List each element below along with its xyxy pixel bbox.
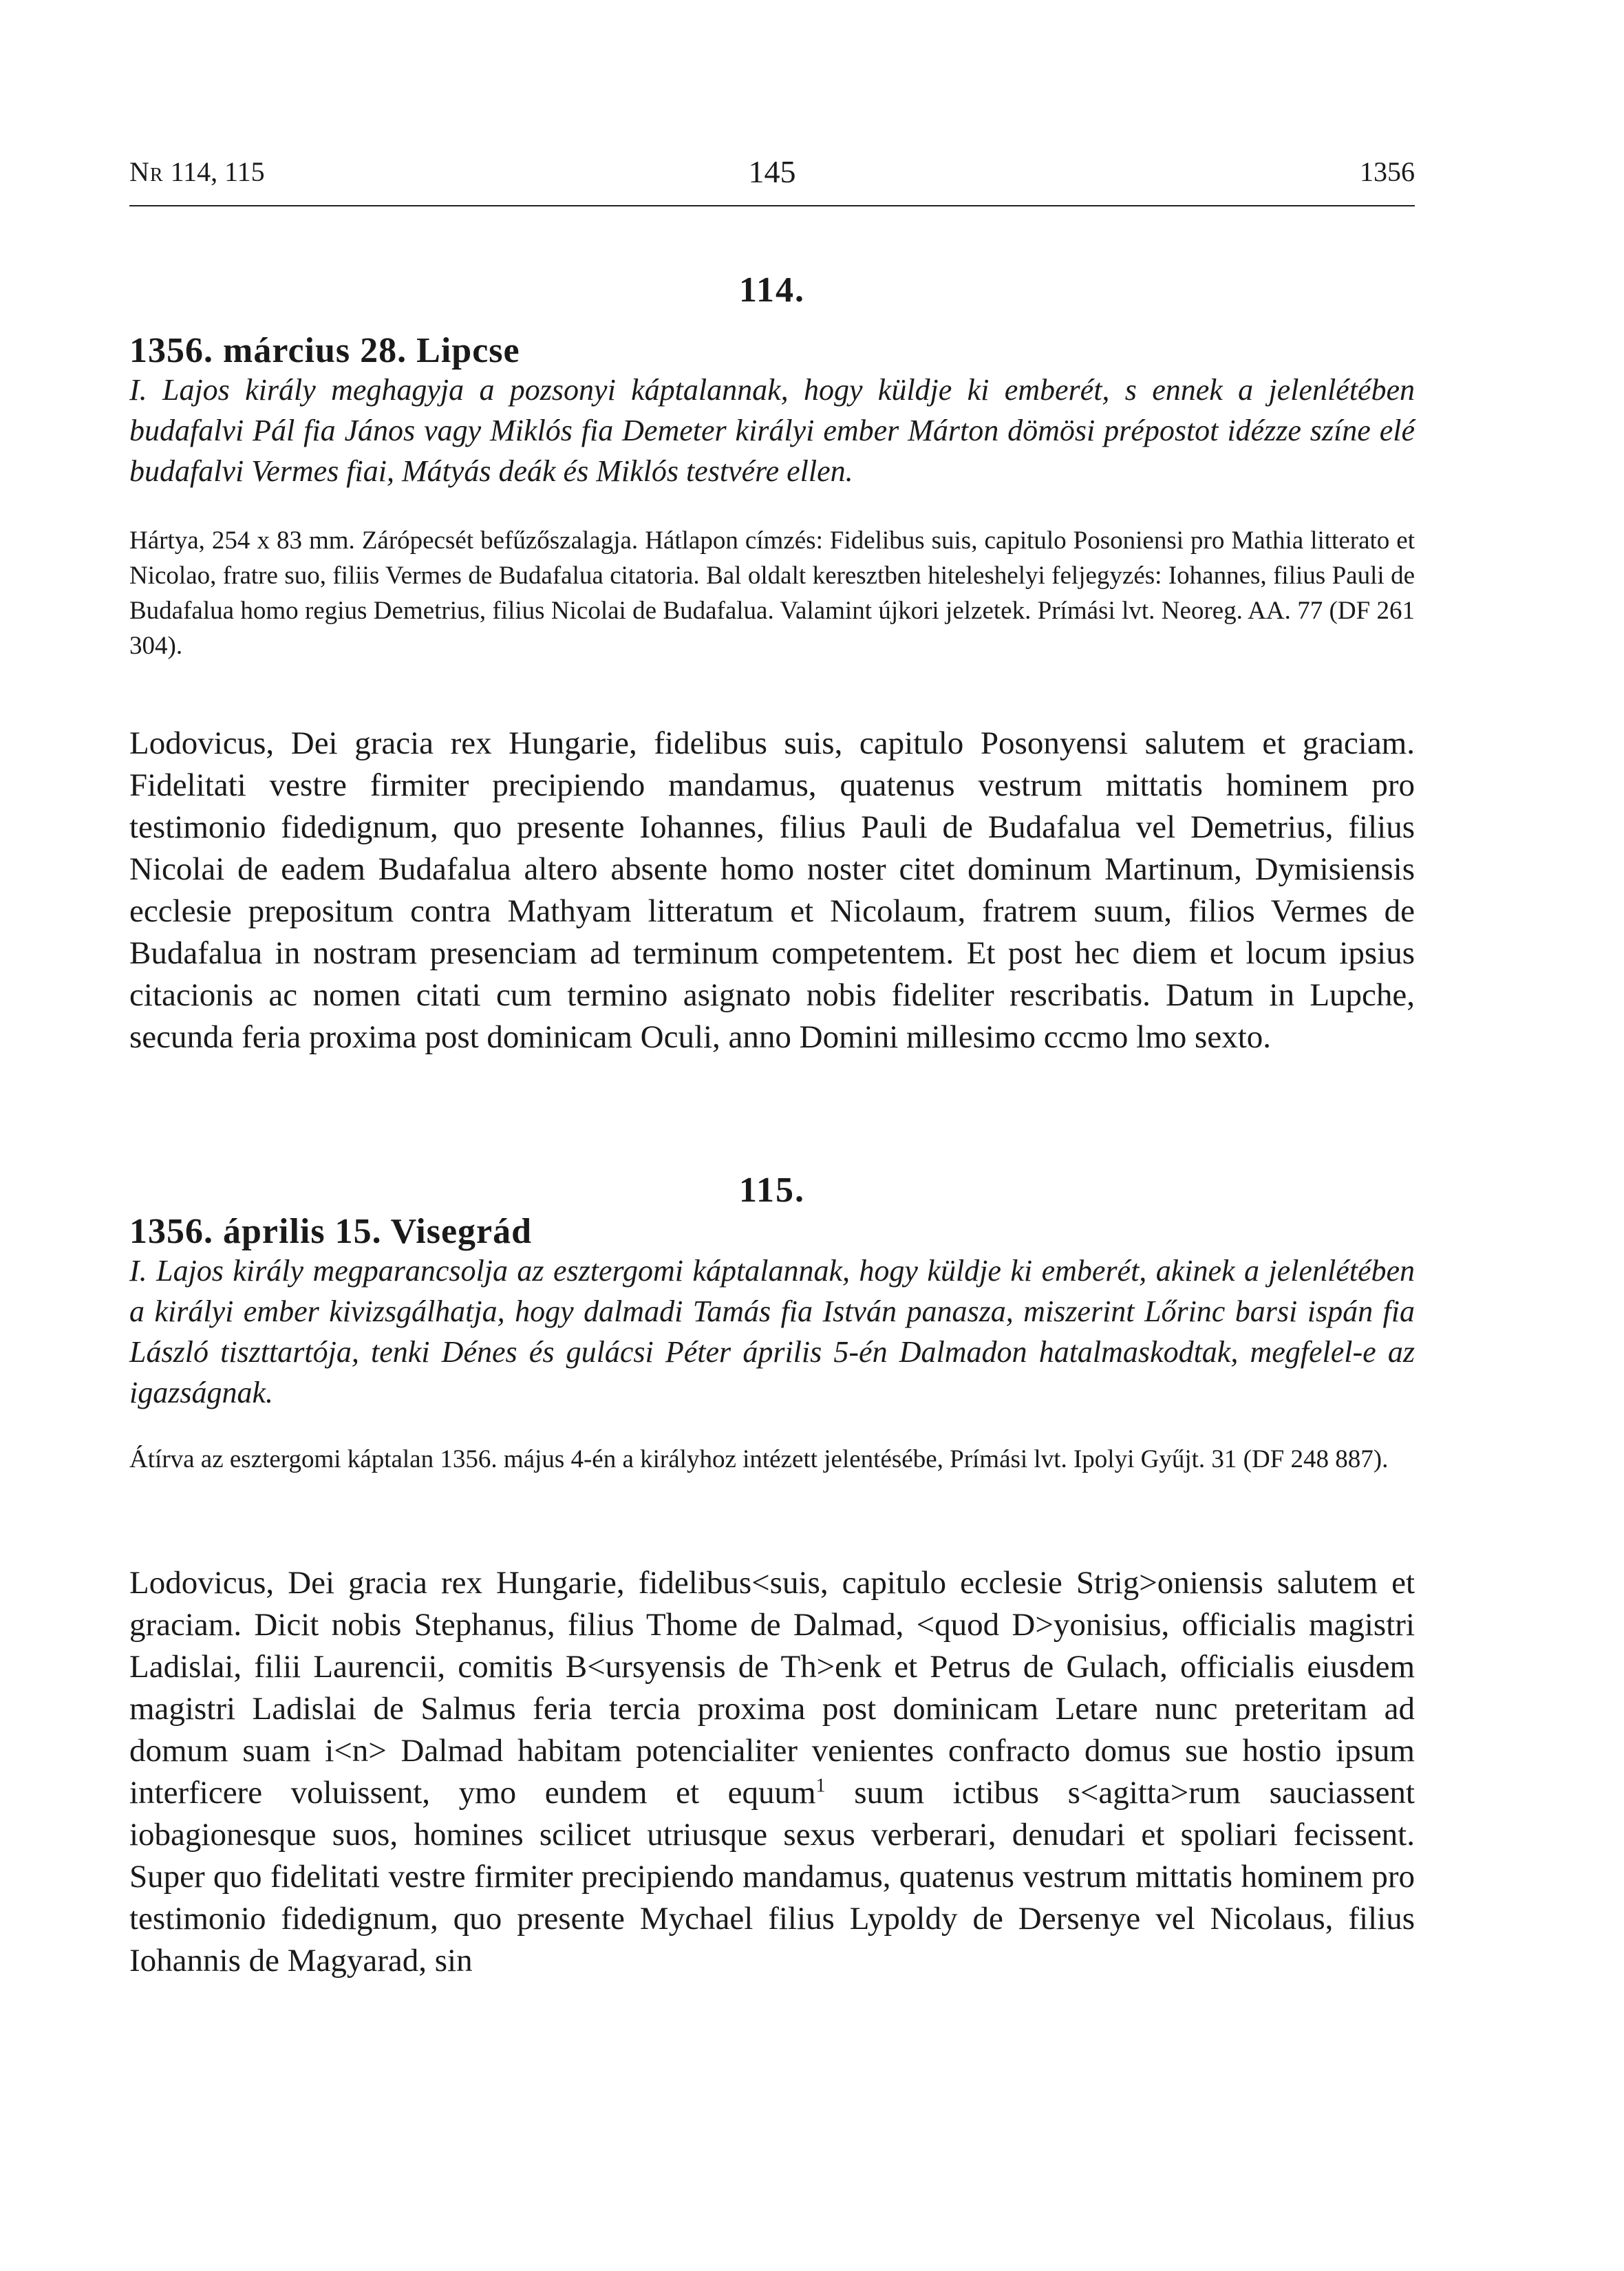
running-header [129, 150, 1415, 194]
latin-text-part: suum ictibus s<agitta>rum sauciassent iobagionesque suos, homines scilicet utriusque sexus verberari, denudari et spoliari fecissent. Super quo fidelitati vestre firmiter precipiendo mandamus, quatenus vestrum mittatis hominem pro testimonio fidedignum, quo presente Mychael filius Lypoldy de Dersenye vel Nicolaus, filius Iohannis de Magyarad, sin [129, 1775, 1415, 1979]
entry-date-place: 1356. április 15. Visegrád [129, 1212, 533, 1251]
header-nr-label: Nr [129, 156, 164, 187]
page-number: 145 [748, 154, 796, 189]
header-year: 1356 [1360, 156, 1415, 187]
entry-latin-text [129, 1562, 1415, 1982]
entry-number: 114. [738, 270, 806, 310]
footnote-marker: 1 [815, 1775, 826, 1797]
entry-number: 115. [738, 1171, 806, 1210]
entry-description: Átírva az esztergomi káptalan 1356. május 4-én a királyhoz intézett jelentésébe, Prímási lvt. Ipolyi Gyűjt. 31 (DF 248 887). [129, 1445, 1389, 1473]
page [129, 0, 1415, 2271]
header-rule [129, 205, 1415, 206]
entry-date-place: 1356. március 28. Lipcse [129, 331, 520, 370]
entry-latin-text: Lodovicus, Dei gracia rex Hungarie, fidelibus suis, capitulo Posonyensi salutem et graciam. Fidelitati vestre firmiter precipiendo mandamus, quatenus vestrum mittatis hominem pro testimonio fidedignum, quo presente Iohannes, filius Pauli de Budafalua vel Demetrius, filius Nicolai de eadem Budafalua altero absente homo noster citet dominum Martinum, Dymisiensis ecclesie prepositum contra Mathyam litteratum et Nicolaum, fratrem suum, filios Vermes de Budafalua in nostram presenciam ad terminum competentem. Et post hec diem et locum ipsius citacionis ac nomen citati cum termino asignato nobis fideliter rescribatis. Datum in Lupche, secunda feria proxima post dominicam Oculi, anno Domini millesimo cccmo lmo sexto. [129, 725, 1415, 1055]
latin-text-part: Lodovicus, Dei gracia rex Hungarie, fidelibus<suis, capitulo ecclesie Strig>oniensis salutem et graciam. Dicit nobis Stephanus, filius Thome de Dalmad, <quod D>yonisius, officialis magistri Ladislai, filii Laurencii, comitis B<ursyensis de Th>enk et Petrus de Gulach, officialis eiusdem magistri Ladislai de Salmus feria tercia proxima post dominicam Letare nunc preteritam ad domum suam i<n> Dalmad habitam potencialiter venientes confracto domus sue hostio ipsum interficere voluissent, ymo eundem et equum [129, 1565, 1415, 1811]
entry-regest: I. Lajos király meghagyja a pozsonyi káptalannak, hogy küldje ki emberét, s ennek a jelenlétében budafalvi Pál fia János vagy Miklós fia Demeter királyi ember Márton dömösi prépostot idézze színe elé budafalvi Vermes fiai, Mátyás deák és Miklós testvére ellen. [129, 373, 1415, 488]
entry-description: Hártya, 254 x 83 mm. Zárópecsét befűzőszalagja. Hátlapon címzés: Fidelibus suis, capitulo Posoniensi pro Mathia litterato et Nicolao, fratre suo, filiis Vermes de Budafalua citatoria. Bal oldalt keresztben hiteleshelyi feljegyzés: Iohannes, filius Pauli de Budafalua homo regius Demetrius, filius Nicolai de Budafalua. Valamint újkori jelzetek. Prímási lvt. Neoreg. AA. 77 (DF 261 304). [129, 526, 1415, 660]
header-entry-range: 114, 115 [170, 156, 265, 187]
entry-regest: I. Lajos király megparancsolja az esztergomi káptalannak, hogy küldje ki emberét, akinek a jelenlétében a királyi ember kivizsgálhatja, hogy dalmadi Tamás fia István panasza, miszerint Lőrinc barsi ispán fia László tiszttartója, tenki Dénes és gulácsi Péter április 5-én Dalmadon hatalmaskodtak, megfelel-e az igazságnak. [129, 1254, 1415, 1409]
